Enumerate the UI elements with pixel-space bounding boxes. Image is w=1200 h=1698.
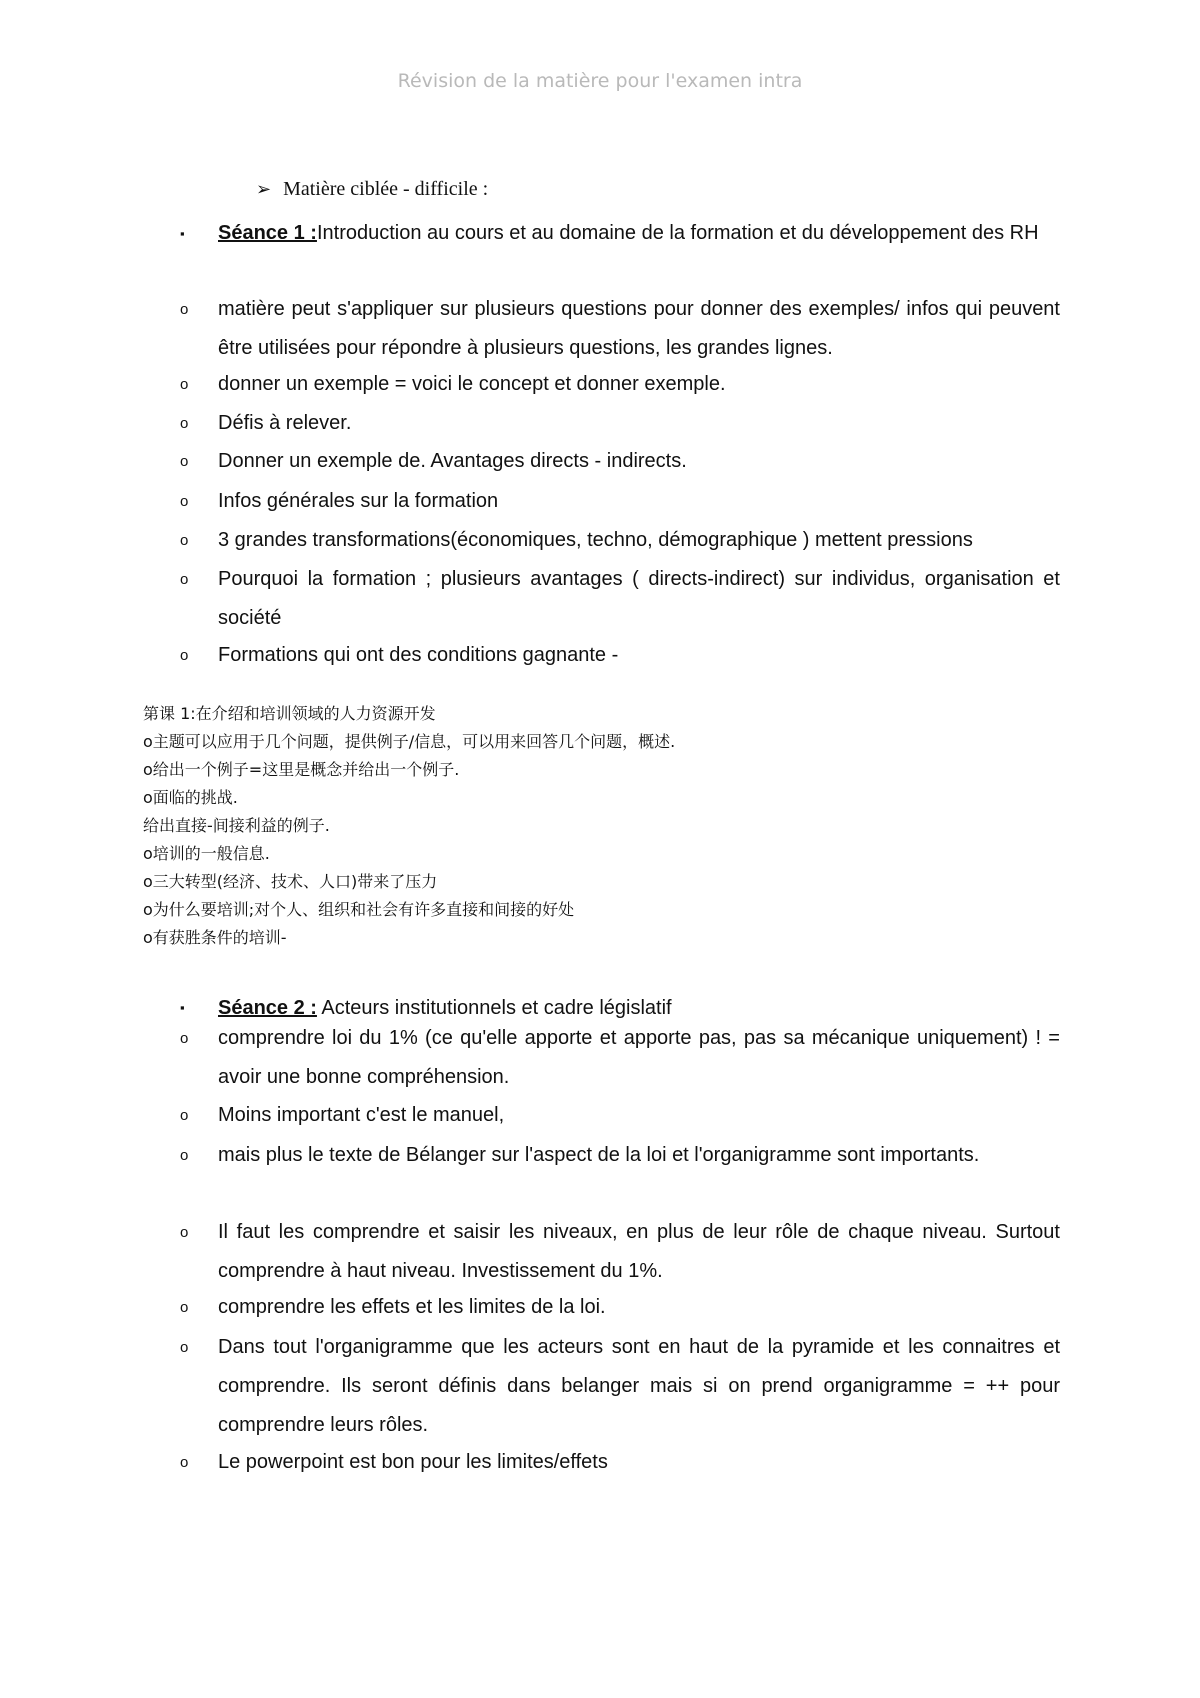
chinese-line: 第课 1:在介绍和培训领域的人力资源开发	[143, 704, 436, 723]
list-item	[180, 1288, 1060, 1327]
list-item	[180, 404, 1060, 443]
seance-1-title: Introduction au cours et au domaine de la formation et du développement des RH	[316, 222, 1039, 244]
circle-bullet-icon: o	[180, 1030, 189, 1047]
list-item-text: donner un exemple = voici le concept et donner exemple.	[218, 373, 726, 395]
circle-bullet-icon: o	[180, 376, 189, 393]
chinese-line: o给出一个例子=这里是概念并给出一个例子.	[143, 760, 460, 779]
list-item-text: Défis à relever.	[218, 412, 352, 434]
list-item	[180, 560, 1060, 638]
square-bullet-icon: ▪	[180, 226, 185, 241]
circle-bullet-icon: o	[180, 1454, 189, 1471]
circle-bullet-icon: o	[180, 532, 189, 549]
chinese-line: o有获胜条件的培训-	[143, 928, 287, 947]
list-item-text: matière peut s'appliquer sur plusieurs questions pour donner des exemples/ infos qui peuvent être utilisées pour répondre à plusieurs questions, les grandes lignes.	[218, 298, 1060, 359]
seance-2-item	[180, 994, 1060, 1022]
circle-bullet-icon: o	[180, 453, 189, 470]
list-item-text: Il faut les comprendre et saisir les niveaux, en plus de leur rôle de chaque niveau. Surtout comprendre à haut niveau. Investissement du 1%.	[218, 1221, 1060, 1282]
list-item-text: comprendre les effets et les limites de la loi.	[218, 1296, 606, 1318]
list-item-text: mais plus le texte de Bélanger sur l'aspect de la loi et l'organigramme sont importants.	[218, 1144, 980, 1166]
arrow-bullet-icon: ➢	[256, 179, 272, 199]
list-item-text: Infos générales sur la formation	[218, 490, 499, 512]
chinese-line: o三大转型(经济、技术、人口)带来了压力	[143, 872, 438, 891]
seance-2-label: Séance 2 :	[218, 997, 317, 1019]
circle-bullet-icon: o	[180, 415, 189, 432]
chinese-line: o主题可以应用于几个问题，提供例子/信息，可以用来回答几个问题，概述.	[143, 732, 676, 751]
circle-bullet-icon: o	[180, 493, 189, 510]
page-header: Révision de la matière pour l'examen intra	[397, 70, 803, 92]
seance-1-label: Séance 1 :	[218, 222, 317, 244]
square-bullet-icon: ▪	[180, 1000, 185, 1015]
list-item	[180, 1136, 1060, 1175]
list-item-text: Le powerpoint est bon pour les limites/effets	[218, 1451, 608, 1473]
circle-bullet-icon: o	[180, 1299, 189, 1316]
section-heading-text: Matière ciblée - difficile :	[283, 178, 489, 200]
chinese-line: o面临的挑战.	[143, 788, 238, 807]
circle-bullet-icon: o	[180, 1224, 189, 1241]
list-item-text: 3 grandes transformations(économiques, techno, démographique ) mettent pressions	[218, 529, 973, 551]
list-item-text: Pourquoi la formation ; plusieurs avantages ( directs-indirect) sur individus, organisation et société	[218, 568, 1060, 629]
list-item	[180, 482, 1060, 521]
list-item	[180, 1096, 1060, 1135]
list-item	[180, 365, 1060, 404]
list-item	[180, 290, 1060, 368]
circle-bullet-icon: o	[180, 571, 189, 588]
list-item-text: comprendre loi du 1% (ce qu'elle apporte et apporte pas, pas sa mécanique uniquement) ! = avoir une bonne compréhension.	[218, 1027, 1060, 1088]
section-heading	[256, 178, 488, 201]
list-item	[180, 1213, 1060, 1291]
list-item	[180, 521, 1060, 560]
list-item	[180, 1019, 1060, 1097]
list-item	[180, 1443, 1060, 1482]
list-item-text: Formations qui ont des conditions gagnante -	[218, 644, 619, 666]
list-item-text: Dans tout l'organigramme que les acteurs sont en haut de la pyramide et les connaitres et comprendre. Ils seront définis dans belanger mais si on prend organigramme = ++ pour comprendre leurs rôles.	[218, 1336, 1060, 1436]
list-item-text: Moins important c'est le manuel,	[218, 1104, 505, 1126]
chinese-line: o培训的一般信息.	[143, 844, 270, 863]
list-item	[180, 442, 1060, 481]
chinese-line: o为什么要培训;对个人、组织和社会有许多直接和间接的好处	[143, 900, 575, 919]
seance-2-title: Acteurs institutionnels et cadre législatif	[316, 997, 672, 1019]
circle-bullet-icon: o	[180, 1339, 189, 1356]
list-item	[180, 1328, 1060, 1445]
circle-bullet-icon: o	[180, 301, 189, 318]
circle-bullet-icon: o	[180, 647, 189, 664]
circle-bullet-icon: o	[180, 1147, 189, 1164]
seance-1-item	[180, 214, 1060, 253]
list-item	[180, 636, 1060, 675]
chinese-line: 给出直接-间接利益的例子.	[143, 816, 330, 835]
list-item-text: Donner un exemple de. Avantages directs - indirects.	[218, 450, 687, 472]
circle-bullet-icon: o	[180, 1107, 189, 1124]
